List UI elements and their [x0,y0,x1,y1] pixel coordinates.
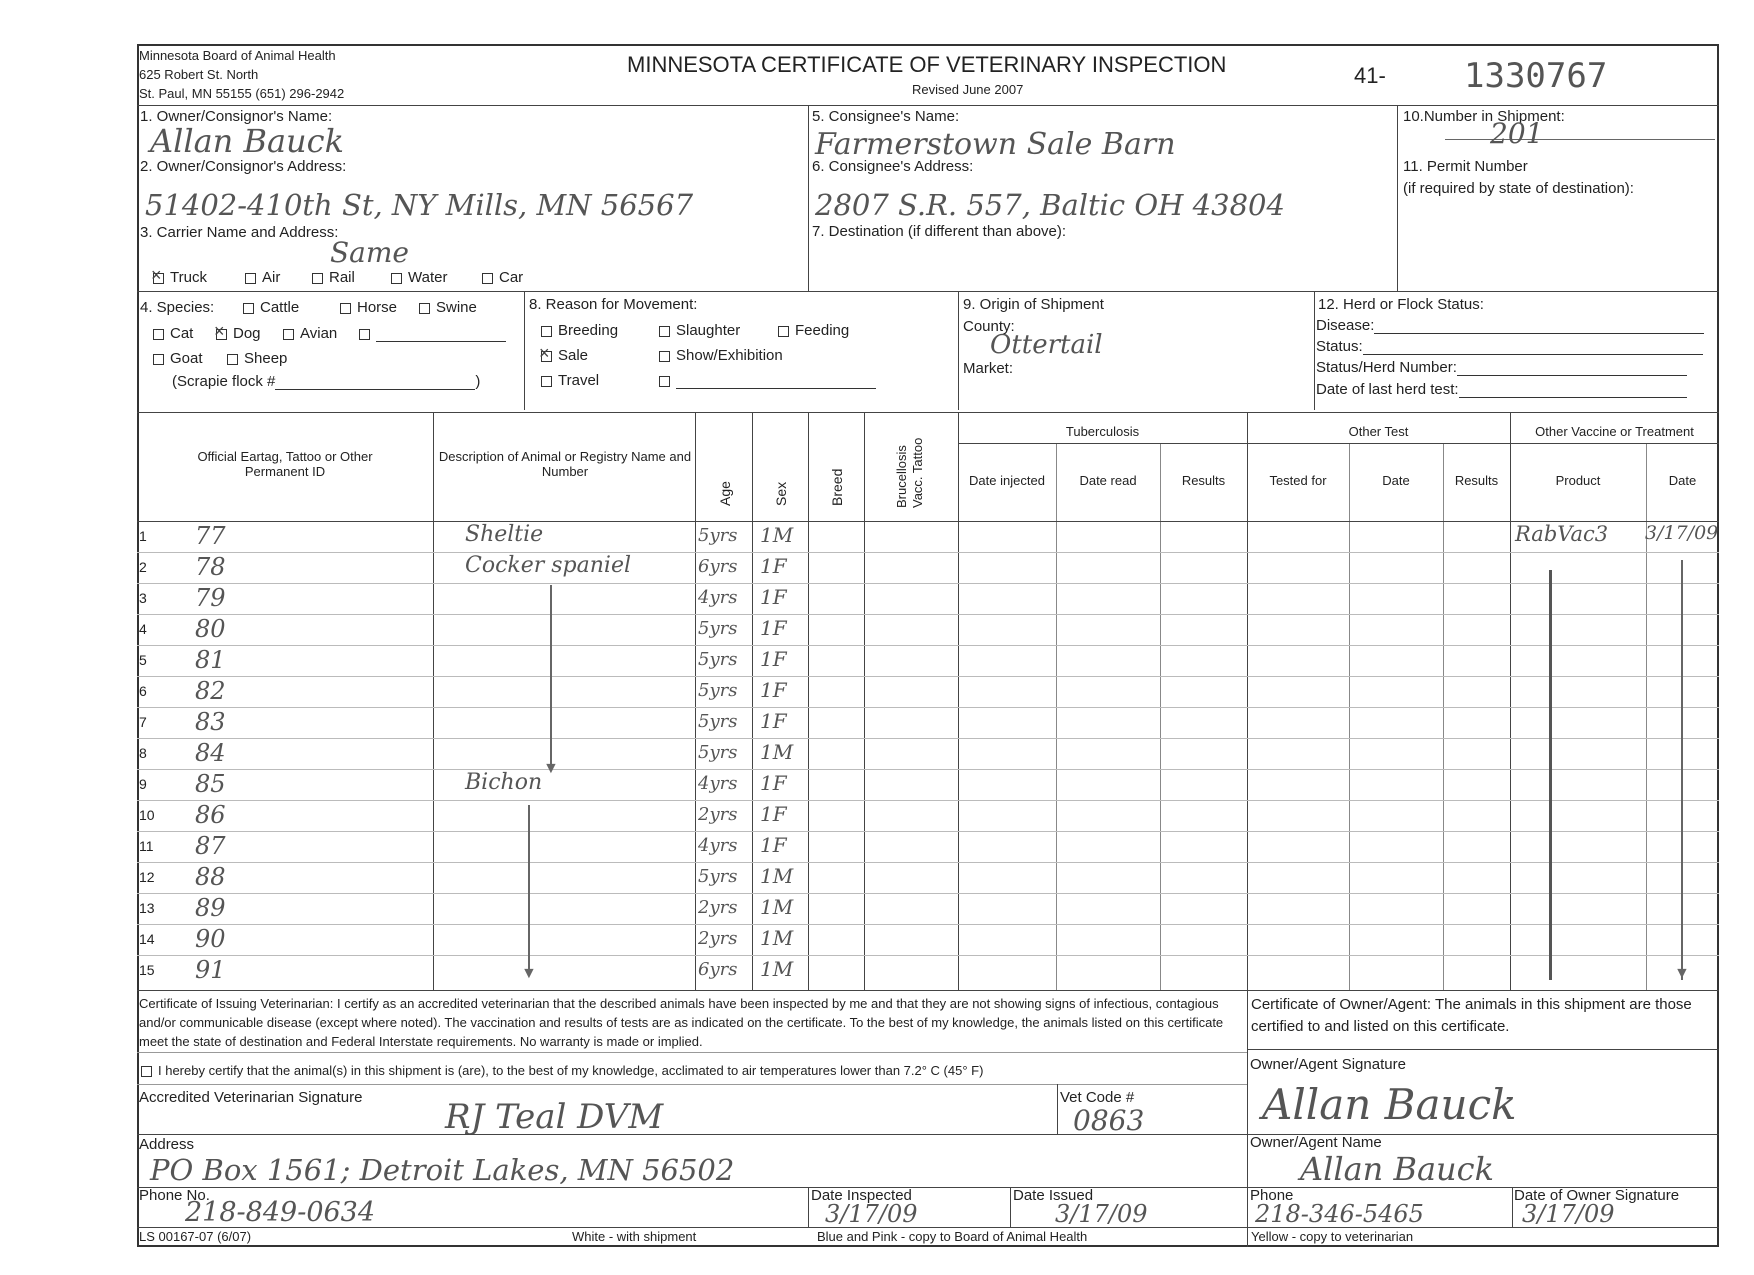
checkbox[interactable] [340,303,351,314]
checkbox-checked[interactable] [153,273,164,284]
row-eartag[interactable]: 88 [195,863,226,891]
consignee-address-label: 6. Consignee's Address: [812,158,974,175]
species-cat[interactable]: Cat [153,325,193,342]
vet-code-label: Vet Code # [1060,1089,1135,1106]
carrier-label: 3. Carrier Name and Address: [140,224,339,241]
checkbox[interactable] [541,326,552,337]
vet-phone-value[interactable]: 218-849-0634 [185,1197,376,1228]
agency-line-2: 625 Robert St. North [139,67,259,82]
county-value[interactable]: Ottertail [990,330,1103,360]
checkbox[interactable] [359,329,370,340]
carrier-value[interactable]: Same [330,236,409,269]
row-number: 14 [139,931,155,947]
owner-phone-label: Phone [1250,1187,1294,1204]
reason-travel[interactable]: Travel [541,372,599,389]
checkbox[interactable] [482,273,493,284]
row-sex[interactable]: 1M [760,957,794,981]
species-dog[interactable]: × Dog [216,325,261,342]
col-header-other-results: Results [1454,473,1499,488]
transport-truck[interactable]: ×Truck [153,269,207,286]
owner-address-label: 2. Owner/Consignor's Address: [140,158,347,175]
col-header-tb-read: Date read [1079,473,1137,488]
row-eartag[interactable]: 85 [195,770,226,798]
col-header-id: Official Eartag, Tattoo or Other Permanent ID [197,449,373,479]
row-sex[interactable]: 1M [760,523,794,547]
date-inspected-value[interactable]: 3/17/09 [825,1200,918,1228]
row-age[interactable]: 6yrs [698,556,738,577]
row-divider [137,893,1719,894]
copy-yellow: Yellow - copy to veterinarian [1251,1229,1414,1244]
owner-date-value[interactable]: 3/17/09 [1522,1200,1615,1228]
row-sex[interactable]: 1F [760,802,787,826]
group-header-vaccine: Other Vaccine or Treatment [1535,424,1694,439]
herd-status[interactable]: Status: [1316,338,1703,355]
row-divider [137,552,1719,553]
col-header-product: Product [1555,473,1601,488]
checkbox[interactable] [141,1066,152,1077]
origin-label: 9. Origin of Shipment [963,296,1104,313]
row-age[interactable]: 5yrs [698,618,738,639]
row-age[interactable]: 2yrs [698,897,738,918]
row-number: 1 [139,528,147,544]
owner-certificate-text: Certificate of Owner/Agent: The animals in this shipment are those certified to and listed on this certificate. [1251,996,1692,1035]
market-label: Market: [963,360,1014,377]
checkbox[interactable] [391,273,402,284]
cert-number: 1330767 [1464,56,1608,96]
agency-line-1: Minnesota Board of Animal Health [139,48,336,63]
row-number: 3 [139,590,147,606]
destination-label: 7. Destination (if different than above): [812,223,1067,240]
row-divider [137,738,1719,739]
row-divider [137,862,1719,863]
row-eartag[interactable]: 80 [195,615,226,643]
row-number: 15 [139,962,155,978]
row-description[interactable]: Cocker spaniel [465,553,632,578]
scrapie-flock[interactable]: (Scrapie flock # ) [172,373,481,390]
col-header-tb-results: Results [1181,473,1226,488]
row-age[interactable]: 4yrs [698,587,738,608]
row-sex[interactable]: 1F [760,585,787,609]
checkbox[interactable] [227,354,238,365]
species-avian[interactable]: Avian [283,325,337,342]
permit-note: (if required by state of destination): [1403,180,1634,197]
col-header-age: Age [717,481,733,506]
row-eartag[interactable]: 81 [195,646,226,674]
checkbox[interactable] [243,303,254,314]
row-eartag[interactable]: 78 [195,553,226,581]
row-eartag[interactable]: 84 [195,739,226,767]
vet-address-value[interactable]: PO Box 1561; Detroit Lakes, MN 56502 [150,1153,735,1187]
row-divider [137,676,1719,677]
row-eartag[interactable]: 83 [195,708,226,736]
col-header-vacc-date: Date [1668,473,1697,488]
row-divider [137,645,1719,646]
row-product[interactable]: RabVac3 [1515,522,1609,546]
row-number: 10 [139,807,155,823]
row-divider [137,583,1719,584]
row-vacc-date[interactable]: 3/17/09 [1645,522,1719,544]
row-description[interactable]: Bichon [465,770,543,795]
reason-breeding[interactable]: Breeding [541,322,618,339]
shipment-number-label: 10.Number in Shipment: [1403,108,1565,125]
row-number: 9 [139,776,147,792]
species-horse[interactable]: Horse [340,299,397,316]
herd-last-test[interactable]: Date of last herd test: [1316,381,1687,398]
row-sex[interactable]: 1M [760,864,794,888]
row-sex[interactable]: 1F [760,771,787,795]
date-issued-label: Date Issued [1013,1187,1094,1204]
col-header-other-date: Date [1382,473,1410,488]
reason-show[interactable]: Show/Exhibition [659,347,783,364]
date-issued-value[interactable]: 3/17/09 [1055,1200,1148,1228]
row-age[interactable]: 5yrs [698,866,738,887]
group-header-tb: Tuberculosis [1065,424,1140,439]
col-header-tested-for: Tested for [1269,473,1327,488]
checkbox[interactable] [541,376,552,387]
reason-sale[interactable]: ×Sale [541,347,588,364]
row-sex[interactable]: 1M [760,895,794,919]
cert-prefix: 41- [1354,63,1386,88]
shipment-number-value[interactable]: 201 [1490,117,1544,150]
row-divider [137,614,1719,615]
date-inspected-label: Date Inspected [811,1187,912,1204]
row-age[interactable]: 2yrs [698,928,738,949]
row-age[interactable]: 5yrs [698,649,738,670]
row-eartag[interactable]: 77 [195,522,226,550]
row-number: 4 [139,621,147,637]
herd-status-label: 12. Herd or Flock Status: [1318,296,1484,313]
row-age[interactable]: 5yrs [698,680,738,701]
col-header-sex: Sex [773,481,789,506]
col-header-breed: Breed [829,468,845,506]
row-divider [137,924,1719,925]
checkbox[interactable] [659,376,670,387]
transport-water[interactable]: Water [391,269,447,286]
row-age[interactable]: 4yrs [698,835,738,856]
row-eartag[interactable]: 91 [195,956,226,984]
transport-rail[interactable]: Rail [312,269,355,286]
checkbox[interactable] [312,273,323,284]
row-number: 7 [139,714,147,730]
herd-number[interactable]: Status/Herd Number: [1316,359,1687,376]
row-divider [137,707,1719,708]
transport-car[interactable]: Car [482,269,523,286]
row-sex[interactable]: 1M [760,926,794,950]
owner-name-value[interactable]: Allan Bauck [150,122,344,160]
row-age[interactable]: 4yrs [698,773,738,794]
consignee-name-value[interactable]: Farmerstown Sale Barn [815,127,1176,162]
owner-phone-value[interactable]: 218-346-5465 [1255,1200,1424,1228]
owner-signature-label: Owner/Agent Signature [1250,1056,1406,1073]
row-eartag[interactable]: 90 [195,925,226,953]
row-sex[interactable]: 1F [760,647,787,671]
row-sex[interactable]: 1F [760,709,787,733]
group-header-other: Other Test [1348,424,1409,439]
row-number: 6 [139,683,147,699]
vet-phone-label: Phone No. [139,1187,210,1204]
row-sex[interactable]: 1F [760,678,787,702]
page-title: MINNESOTA CERTIFICATE OF VETERINARY INSPECTION [627,52,1227,77]
col-header-brucellosis: Brucellosis Vacc. Tattoo [894,437,925,508]
owner-agent-name-value[interactable]: Allan Bauck [1300,1150,1494,1188]
owner-agent-name-label: Owner/Agent Name [1250,1134,1382,1151]
checkbox[interactable] [153,329,164,340]
checkbox-checked[interactable] [541,351,552,362]
vet-certificate-text: Certificate of Issuing Veterinarian: I certify as an accredited veterinarian that the described animals have been inspected by me and that they are not showing signs of infectious, contagious and/or communicable disease (except where noted). The vaccination and results of tests are as indicated on the certificate. To the best of my knowledge, the animals listed on this certificate meet the state of destination and Federal Interstate requirements. No warranty is made or implied. [139,996,1224,1049]
owner-date-label: Date of Owner Signature [1514,1187,1680,1204]
reason-label: 8. Reason for Movement: [529,296,698,313]
copy-blue-pink: Blue and Pink - copy to Board of Animal Health [817,1229,1088,1244]
agency-line-3: St. Paul, MN 55155 (651) 296-2942 [139,86,345,101]
row-sex[interactable]: 1F [760,616,787,640]
row-age[interactable]: 5yrs [698,525,738,546]
checkbox-checked[interactable] [216,329,227,340]
form-number: LS 00167-07 (6/07) [139,1229,252,1244]
vet-signature-label: Accredited Veterinarian Signature [139,1089,363,1106]
row-number: 12 [139,869,155,885]
copy-white: White - with shipment [572,1229,697,1244]
transport-air[interactable]: Air [245,269,280,286]
checkbox[interactable] [153,354,164,365]
row-eartag[interactable]: 86 [195,801,226,829]
row-age[interactable]: 5yrs [698,711,738,732]
row-description[interactable]: Sheltie [465,522,544,547]
row-number: 8 [139,745,147,761]
species-other[interactable] [359,325,506,342]
row-eartag[interactable]: 82 [195,677,226,705]
checkbox[interactable] [245,273,256,284]
vet-code-value[interactable]: 0863 [1073,1104,1145,1137]
owner-signature: Allan Bauck [1262,1080,1517,1129]
row-sex[interactable]: 1F [760,833,787,857]
checkbox[interactable] [659,351,670,362]
species-cattle[interactable]: Cattle [243,299,299,316]
col-header-tb-injected: Date injected [969,473,1045,488]
reason-feeding[interactable]: Feeding [778,322,849,339]
row-number: 13 [139,900,155,916]
species-swine[interactable]: Swine [419,299,477,316]
species-sheep[interactable]: Sheep [227,350,287,367]
row-eartag[interactable]: 79 [195,584,226,612]
row-sex[interactable]: 1F [760,554,787,578]
vet-address-label: Address [139,1136,195,1153]
owner-address-value[interactable]: 51402-410th St, NY Mills, MN 56567 [145,188,694,222]
species-goat[interactable]: Goat [153,350,203,367]
revised-date: Revised June 2007 [912,82,1024,97]
consignee-name-label: 5. Consignee's Name: [812,108,960,125]
row-eartag[interactable]: 87 [195,832,226,860]
row-age[interactable]: 6yrs [698,959,738,980]
checkbox[interactable] [659,326,670,337]
checkbox[interactable] [283,329,294,340]
county-label: County: [963,318,1015,335]
row-number: 11 [139,838,154,854]
col-header-desc: Description of Animal or Registry Name and Number [438,449,692,479]
row-divider [137,955,1719,956]
permit-label: 11. Permit Number [1403,158,1528,175]
acclimated-statement[interactable]: I hereby certify that the animal(s) in this shipment is (are), to the best of my knowledge, acclimated to air temperatures lower than 7.2° C (45° F) [141,1063,983,1078]
vet-signature: RJ Teal DVM [445,1097,664,1137]
reason-other[interactable] [659,372,876,389]
row-sex[interactable]: 1M [760,740,794,764]
reason-slaughter[interactable]: Slaughter [659,322,740,339]
row-number: 2 [139,559,147,575]
row-divider [137,769,1719,770]
row-eartag[interactable]: 89 [195,894,226,922]
species-label: 4. Species: [140,299,215,316]
row-age[interactable]: 5yrs [698,742,738,763]
owner-name-label: 1. Owner/Consignor's Name: [140,108,333,125]
row-divider [137,800,1719,801]
checkbox[interactable] [419,303,430,314]
herd-disease[interactable]: Disease: [1316,317,1704,334]
checkbox[interactable] [778,326,789,337]
consignee-address-value[interactable]: 2807 S.R. 557, Baltic OH 43804 [815,188,1285,222]
row-number: 5 [139,652,147,668]
row-divider [137,831,1719,832]
row-age[interactable]: 2yrs [698,804,738,825]
